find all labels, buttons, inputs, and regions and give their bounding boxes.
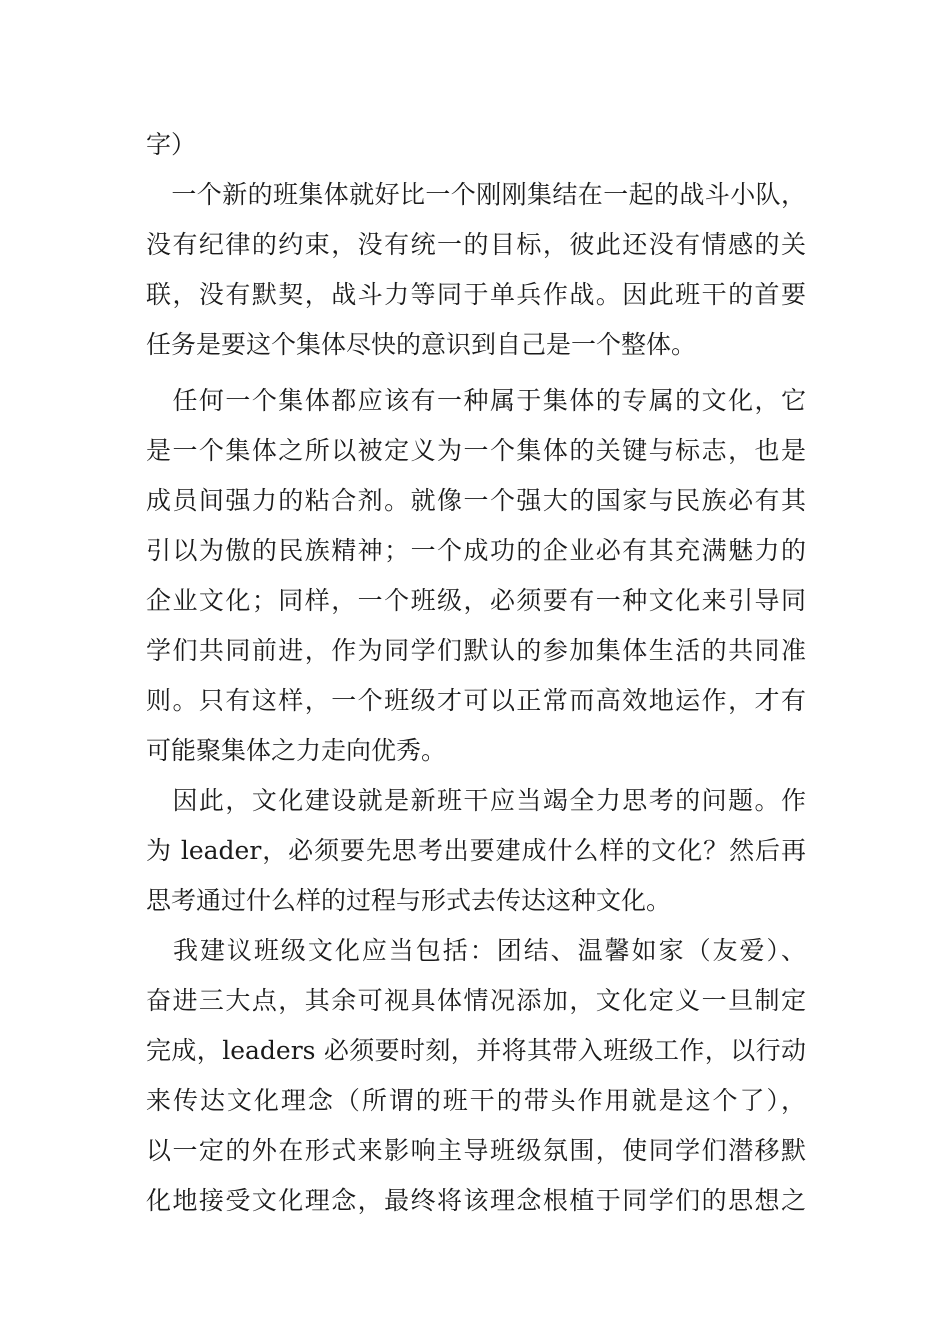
text-line: 引以为傲的民族精神；一个成功的企业必有其充满魅力的 <box>146 536 806 565</box>
text-line: 因此，文化建设就是新班干应当竭全力思考的问题。作 <box>146 786 806 815</box>
text-line: 任务是要这个集体尽快的意识到自己是一个整体。 <box>146 330 697 359</box>
text-line: 以一定的外在形式来影响主导班级氛围，使同学们潜移默 <box>146 1136 806 1165</box>
text-line: 成员间强力的粘合剂。就像一个强大的国家与民族必有其 <box>146 486 806 515</box>
text-line: 我建议班级文化应当包括：团结、温馨如家（友爱）、 <box>146 936 806 965</box>
text-line: 可能聚集体之力走向优秀。 <box>146 736 447 765</box>
text-line: 一个新的班集体就好比一个刚刚集结在一起的战斗小队， <box>146 180 806 209</box>
text-line: 学们共同前进，作为同学们默认的参加集体生活的共同准 <box>146 636 806 665</box>
text-line: 化地接受文化理念，最终将该理念根植于同学们的思想之 <box>146 1186 806 1215</box>
text-line: 则。只有这样，一个班级才可以正常而高效地运作，才有 <box>146 686 806 715</box>
text-line: 联，没有默契，战斗力等同于单兵作战。因此班干的首要 <box>146 280 806 309</box>
text-line: 完成，leaders 必须要时刻，并将其带入班级工作，以行动 <box>146 1036 806 1065</box>
text-line: 是一个集体之所以被定义为一个集体的关键与标志，也是 <box>146 436 806 465</box>
text-line: 没有纪律的约束，没有统一的目标，彼此还没有情感的关 <box>146 230 806 259</box>
text-line: 来传达文化理念（所谓的班干的带头作用就是这个了）， <box>146 1086 806 1115</box>
text-line: 企业文化；同样，一个班级，必须要有一种文化来引导同 <box>146 586 806 615</box>
text-line: 思考通过什么样的过程与形式去传达这种文化。 <box>146 886 672 915</box>
text-line: 字） <box>146 130 197 159</box>
text-line: 奋进三大点，其余可视具体情况添加，文化定义一旦制定 <box>146 986 806 1015</box>
text-line: 任何一个集体都应该有一种属于集体的专属的文化，它 <box>146 386 806 415</box>
text-line: 为 leader，必须要先思考出要建成什么样的文化？然后再 <box>146 836 806 865</box>
